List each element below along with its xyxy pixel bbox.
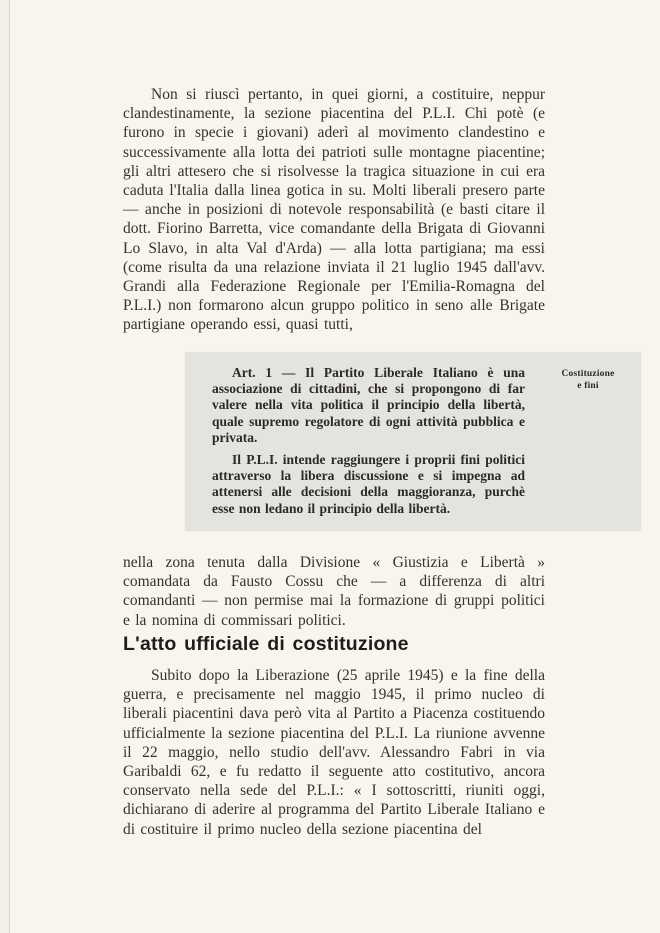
statute-article-1-paragraph-2: Il P.L.I. intende raggiungere i proprii fini politici attraverso la libera discussione e si impegna ad attenersi alle decisioni della maggioranza, purchè esse non ledano il principio della libertà. (212, 452, 525, 516)
margin-note-line-2: e fini (577, 381, 599, 391)
statute-article-1-paragraph-1: Art. 1 — Il Partito Liberale Italiano è una associazione di cittadini, che si propongono di far valere nella vita politica il principio della libertà, quale supremo regolatore di ogni attività pubblica e privata. (212, 365, 525, 445)
paragraph-final: Subito dopo la Liberazione (25 aprile 1945) e la fine della guerra, e precisamente nel maggio 1945, il primo nucleo di liberali piacentini dava però vita al Partito a Piacenza costituendo ufficialmente la sezione piacentina del P.L.I. La riunione avvenne il 22 maggio, nello studio dell'avv. Alessandro Fabri in via Garibaldi 62, e fu redatto il seguente atto costitutivo, ancora conservato nella sede del P.L.I.: « I sottoscritti, riuniti oggi, dichiarano di aderire al programma del Partito Liberale Italiano e di costituire il primo nucleo della sezione piacentina del (123, 667, 545, 838)
margin-note (541, 368, 635, 392)
paragraph-pre-box: Non si riuscì pertanto, in quei giorni, a costituire, neppur clandestinamente, la sezione piacentina del P.L.I. Chi potè (e furono in specie i giovani) aderì al movimento clandestino e successivamente alla lotta dei patrioti sulle montagne piacentine; gli altri attesero che si risolvesse la tragica situazione in cui era caduta l'Italia dalla linea gotica in su. Molti liberali presero parte — anche in posizioni di notevole responsabilità (e basti citare il dott. Fiorino Barretta, vice comandante della Brigata di Giovanni Lo Slavo, in alta Val d'Arda) — alla lotta partigiana; ma essi (come risulta da una relazione inviata il 21 luglio 1945 dall'avv. Grandi alla Federazione Regionale per l'Emilia-Romagna del P.L.I.) non formarono alcun gruppo politico in seno alle Brigate partigiane operando essi, quasi tutti, (123, 86, 545, 334)
statute-excerpt-box (185, 352, 641, 531)
paragraph-post-box: nella zona tenuta dalla Divisione « Giustizia e Libertà » comandata da Fausto Cossu che — a differenza di altri comandanti — non permise mai la formazione di gruppi politici e la nomina di commissari politici. (123, 554, 545, 629)
margin-note-line-1: Costituzione (561, 369, 615, 379)
scan-left-edge (0, 0, 10, 933)
section-heading: L'atto ufficiale di costituzione (123, 633, 409, 655)
statute-text-block (212, 365, 525, 517)
